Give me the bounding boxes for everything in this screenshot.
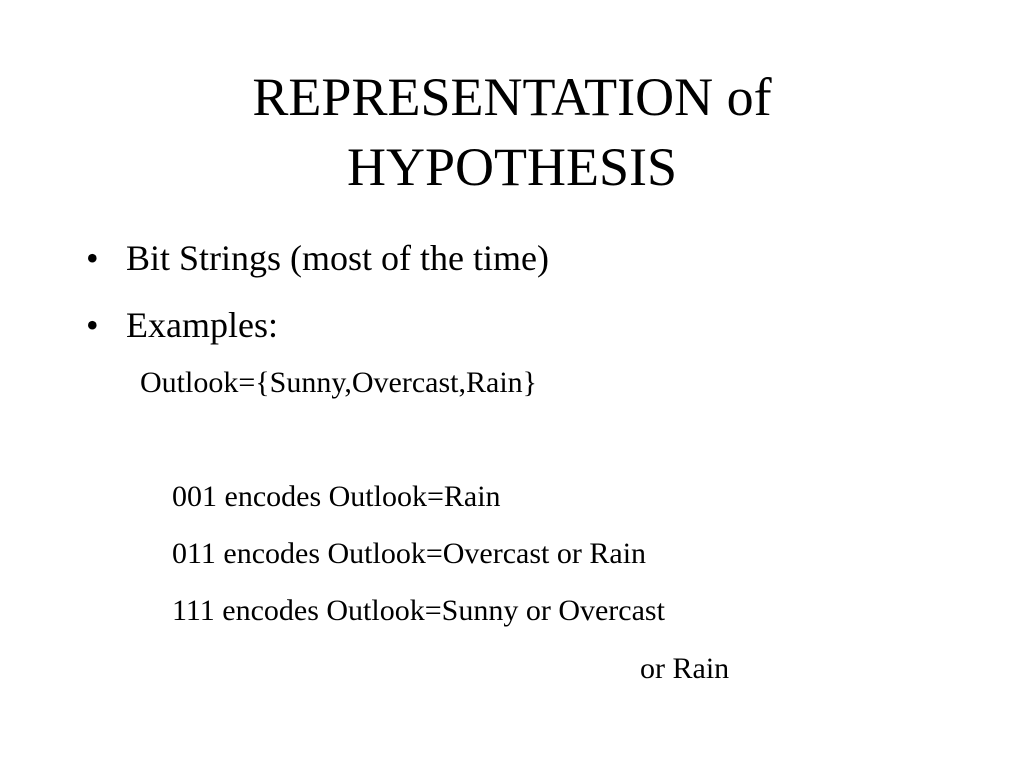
encoding-line-011: 011 encodes Outlook=Overcast or Rain — [172, 537, 647, 570]
outlook-definition: Outlook={Sunny,Overcast,Rain} — [140, 366, 538, 399]
encoding-line-001: 001 encodes Outlook=Rain — [172, 480, 501, 513]
bullet-icon: • — [86, 238, 99, 278]
slide-title — [0, 62, 1024, 202]
bullet-text: Examples: — [126, 305, 278, 345]
encoding-line-111: 111 encodes Outlook=Sunny or Overcast — [172, 594, 665, 627]
bullet-icon: • — [86, 305, 99, 345]
encoding-continuation: or Rain — [640, 652, 730, 685]
bullet-item-bit-strings — [86, 236, 549, 280]
bullet-item-examples — [86, 303, 278, 347]
title-line-1: REPRESENTATION of — [252, 67, 772, 127]
title-line-2: HYPOTHESIS — [346, 137, 678, 197]
bullet-text: Bit Strings (most of the time) — [126, 238, 549, 278]
